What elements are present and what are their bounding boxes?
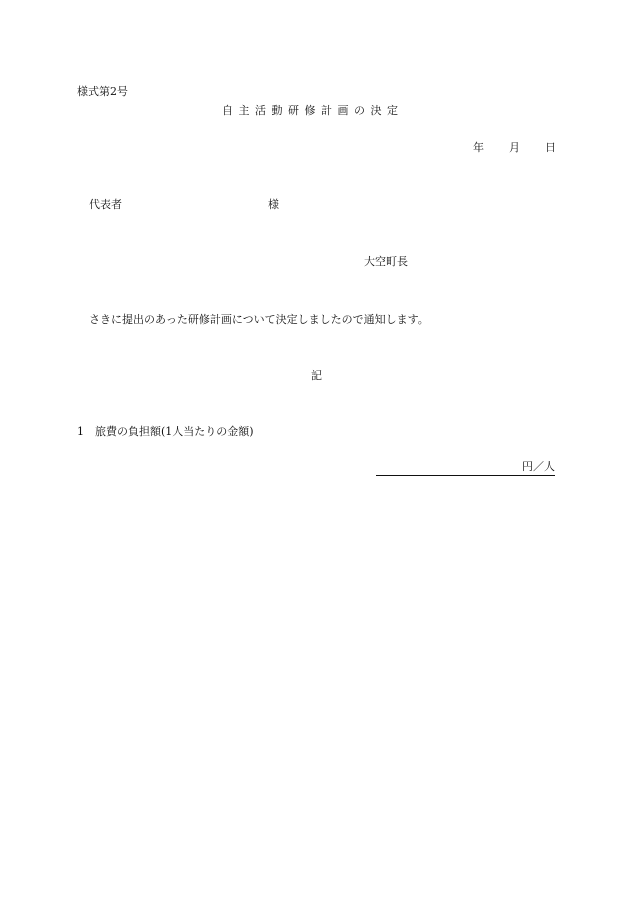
ki-heading: 記 [311,369,322,382]
item-travel-cost: 1 旅費の負担額(1人当たりの金額) [77,425,254,438]
date-month-label: 月 [509,141,520,154]
amount-unit: 円／人 [522,460,555,473]
form-number: 様式第2号 [77,85,128,98]
body-text: さきに提出のあった研修計画について決定しましたので通知します。 [89,313,429,326]
sender-name: 大空町長 [364,255,408,268]
recipient-honorific: 様 [268,198,279,211]
recipient-label: 代表者 [89,198,122,211]
date-day-label: 日 [545,141,556,154]
document-title: 自主活動研修計画の決定 [222,104,404,117]
date-year-label: 年 [473,141,484,154]
amount-blank-line [376,460,555,476]
date-line [473,141,556,155]
